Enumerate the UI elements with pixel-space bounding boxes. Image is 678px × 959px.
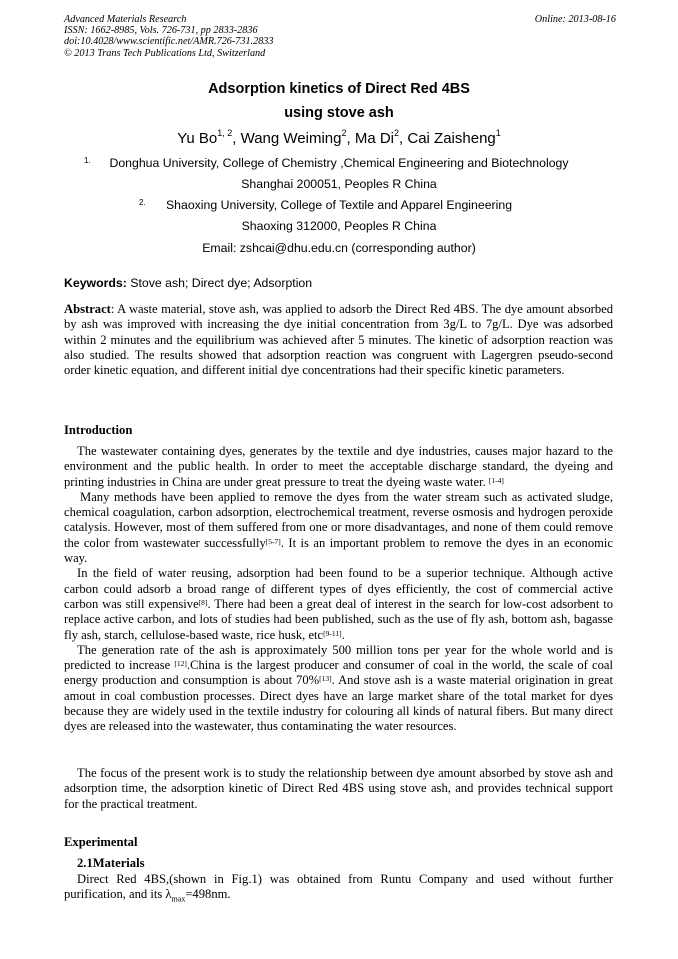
abstract: Abstract: A waste material, stove ash, was applied to adsorb the Direct Red 4BS. The dye amount absorbed by ash was improved with increasing the dye initial concentration from 3g/L to 7g/L. Dye was adsorbed within 2 minutes and the equilibrium was achieved after 5 minutes. The kinetic of adsorption reaction was also studied. The results showed that adsorption reaction was congruent with Lagergren pseudo-second order kinetic equation, and different initial dye concentrations had their specific kinetic parameters. (64, 302, 613, 378)
keywords-text: Stove ash; Direct dye; Adsorption (126, 276, 313, 290)
corresponding-email: Email: zshcai@dhu.edu.cn (corresponding author) (202, 241, 476, 255)
citation: [9-11] (323, 628, 342, 638)
affiliation-number-1: 1. (84, 156, 91, 165)
keywords (64, 276, 312, 290)
author: Wang Weiming$^2$, (240, 128, 355, 147)
journal-copyright: © 2013 Trans Tech Publications Ltd, Switzerland (64, 47, 266, 59)
citation: [5-7] (265, 536, 281, 546)
journal-header (64, 14, 616, 59)
citation: [8] (198, 597, 208, 607)
intro-paragraph-2: Many methods have been applied to remove the dyes from the water stream such as activated sludge, chemical coagulation, carbon adsorption, electrochemical treatment, reverse osmosis and hydrogen peroxide catalysis. However, most of them suffered from one or more disadvantages, and none of them could remove the color from wastewater successfully[5-7]. It is an important problem to remove the dyes in an economic way. (64, 489, 613, 566)
citation: [13] (319, 674, 332, 684)
citation: [12] (174, 659, 187, 669)
materials-paragraph: Direct Red 4BS,(shown in Fig.1) was obtained from Runtu Company and used without further purification, and its $\lambda_{max}=498nm$. (64, 872, 613, 904)
intro-paragraph-4: The generation rate of the ash is approximately 500 million tons per year for the whole world and is predicted to increase [12].China is the largest producer and consumer of coal in the world, the scale of coal energy production and consumption is about 70%[13]. And stove ash is a waste material origination in great amout in coal combustion processes. Direct dyes have an large market share of the total market for dyes because they are widely used in the textile industry for colouring all kinds of natural fibers. But many direct dyes are released into the wastewater, thus contaminating the water resources. (64, 642, 613, 734)
journal-issn: ISSN: 1662-8985, Vols. 726-731, pp 2833-2836 (64, 25, 258, 37)
journal-doi: doi:10.4028/www.scientific.net/AMR.726-731.2833 (64, 36, 274, 48)
intro-paragraph-3: In the field of water reusing, adsorption had been found to be a superior technique. Although active carbon could adsorb a broad range of different types of dyes efficiently, the cost of commercial active carbon was still expensive[8]. There had been a great deal of interest in the search for low-cost adsorbent to replace active carbon, and lots of studies had been published, such as the use of fly ash, bottom ash, bagasse fly ash, starch, cellulose-based waste, rice husk, etc[9-11]. (64, 566, 613, 642)
experimental-heading: Experimental (64, 835, 138, 849)
introduction-heading: Introduction (64, 423, 133, 437)
paper-title-line-1: Adsorption kinetics of Direct Red 4BS (208, 81, 470, 97)
affiliation-number-2: 2. (139, 198, 146, 207)
author: Ma Di$^2$, (354, 128, 408, 147)
abstract-label: Abstract (64, 302, 111, 316)
author: Yu Bo$^{1, 2}$, (177, 128, 241, 147)
intro-paragraph-1: The wastewater containing dyes, generates by the textile and dye industries, causes major hazard to the environment and the public health. In order to meet the acceptable discharge standard, the dyeing and printing industries in China are under great pressure to treat the dyeing waste water. [1-4] (64, 444, 613, 489)
author: Cai Zaisheng$^1$ (407, 128, 501, 147)
citation: [1-4] (488, 475, 504, 485)
materials-subheading: 2.1Materials (77, 856, 145, 870)
introduction-body (64, 444, 613, 735)
affiliation-1-line-1: Donghua University, College of Chemistry ,Chemical Engineering and Biotechnology (109, 156, 569, 170)
online-date: Online: 2013-08-16 (534, 14, 616, 25)
affiliation-2-line-2: Shaoxing 312000, Peoples R China (241, 219, 437, 233)
affiliation-2-line-1: Shaoxing University, College of Textile and Apparel Engineering (165, 198, 513, 212)
journal-name: Advanced Materials Research (64, 14, 187, 25)
abstract-text: A waste material, stove ash, was applied to adsorb the Direct Red 4BS. The dye amount absorbed by ash was improved with increasing the dye initial concentration from 3g/L to 7g/L. Dye was adsorbed within 2 minutes and the equilibrium was achieved after 5 minutes. The kinetic of adsorption reaction was also studied. The results showed that adsorption reaction was congruent with Lagergren pseudo-second order kinetic equation, and different initial dye concentrations had their specific kinetic parameters. (64, 302, 613, 378)
intro-paragraph-5: The focus of the present work is to study the relationship between dye amount absorbed by stove ash and adsorption time, the adsorption kinetic of Direct Red 4BS using stove ash, and provides technical support for the practical treatment. (64, 766, 613, 811)
author-list (0, 129, 678, 147)
affiliation-1-line-2: Shanghai 200051, Peoples R China (241, 177, 437, 191)
paper-title-line-2: using stove ash (284, 105, 394, 121)
keywords-label: Keywords: (64, 276, 127, 290)
